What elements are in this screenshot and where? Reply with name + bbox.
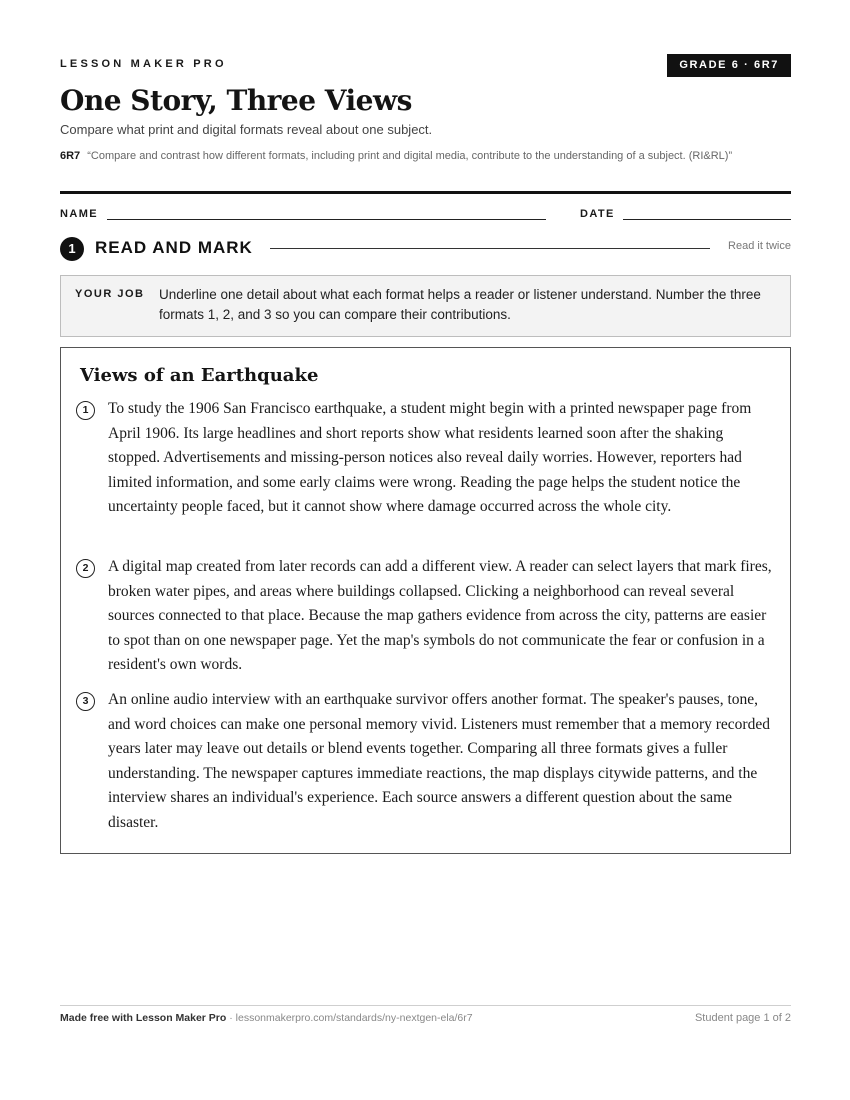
section-number: 1	[60, 237, 84, 261]
paragraph-number: 3	[76, 692, 95, 711]
footer-made-with: Made free with Lesson Maker Pro	[60, 1012, 227, 1024]
section-rule	[270, 248, 710, 249]
instructions-label: YOUR JOB	[75, 288, 145, 300]
instructions-text: Underline one detail about what each format helps a reader or listener understand. Number the three formats 1, 2, and 3 so you can compare their contributions.	[159, 287, 761, 322]
paragraph-print: To study the 1906 San Francisco earthquake, a student might begin with a printed newspaper page from April 1906. Its large headlines and short reports show what residents learned soon after the shaking stopped. Advertisements and missing-person notices also reveal daily worries. However, reporters had limited information, and some early claims were wrong. Reading the page helps the student notice the uncertainty people faced, but it cannot show where damage occurred across the whole city.	[108, 400, 752, 515]
footer-url[interactable]: lessonmakerpro.com/standards/ny-nextgen-ela/6r7	[235, 1012, 473, 1024]
header-divider	[60, 191, 791, 194]
reading-passage	[60, 347, 791, 854]
date-label: DATE	[580, 208, 615, 220]
grade-badge: GRADE 6 · 6R7	[667, 54, 791, 77]
standard-statement	[60, 148, 791, 165]
worksheet-page	[60, 0, 791, 1100]
paragraph-digital-map: A digital map created from later records can add a different view. A reader can select layers that mark fires, broken water pipes, and areas where buildings collapsed. Clicking a neighborhood can reveal several sources connected to that place. Because the map gathers evidence from across the city, patterns are easier to spot than on one newspaper page. Yet the map's symbols do not communicate the fear or confusion in a resident's own words.	[108, 558, 772, 673]
paragraph-number: 2	[76, 559, 95, 578]
page-subtitle: Compare what print and digital formats reveal about one subject.	[60, 122, 433, 137]
page-indicator: Student page 1 of 2	[694, 1012, 791, 1024]
brand-name: LESSON MAKER PRO	[60, 58, 227, 70]
name-label: NAME	[60, 208, 98, 220]
footer-separator: ·	[226, 1012, 236, 1024]
section-note: Read it twice	[728, 240, 791, 252]
standard-text: “Compare and contrast how different formats, including print and digital media, contribute to the understanding of a subject. (RI&RL)”	[87, 150, 733, 162]
passage-title: Views of an Earthquake	[80, 365, 319, 386]
footer-divider	[60, 1005, 791, 1006]
page-title: One Story, Three Views	[60, 84, 412, 117]
instructions-box	[60, 275, 791, 337]
date-field[interactable]	[623, 219, 791, 220]
section-title: READ AND MARK	[95, 238, 253, 257]
footer-credit	[60, 1012, 473, 1024]
name-field[interactable]	[107, 219, 546, 220]
standard-code: 6R7	[60, 150, 81, 162]
paragraph-number: 1	[76, 401, 95, 420]
paragraph-audio-interview: An online audio interview with an earthquake survivor offers another format. The speaker's pauses, tone, and word choices can make one personal memory vivid. Listeners must remember that a memory recorded years later may leave out details or blend events together. Comparing all three formats gives a fuller understanding. The newspaper captures immediate reactions, the map displays citywide patterns, and the interview shares an individual's experience. Each source answers a different question about the same disaster.	[108, 691, 770, 831]
